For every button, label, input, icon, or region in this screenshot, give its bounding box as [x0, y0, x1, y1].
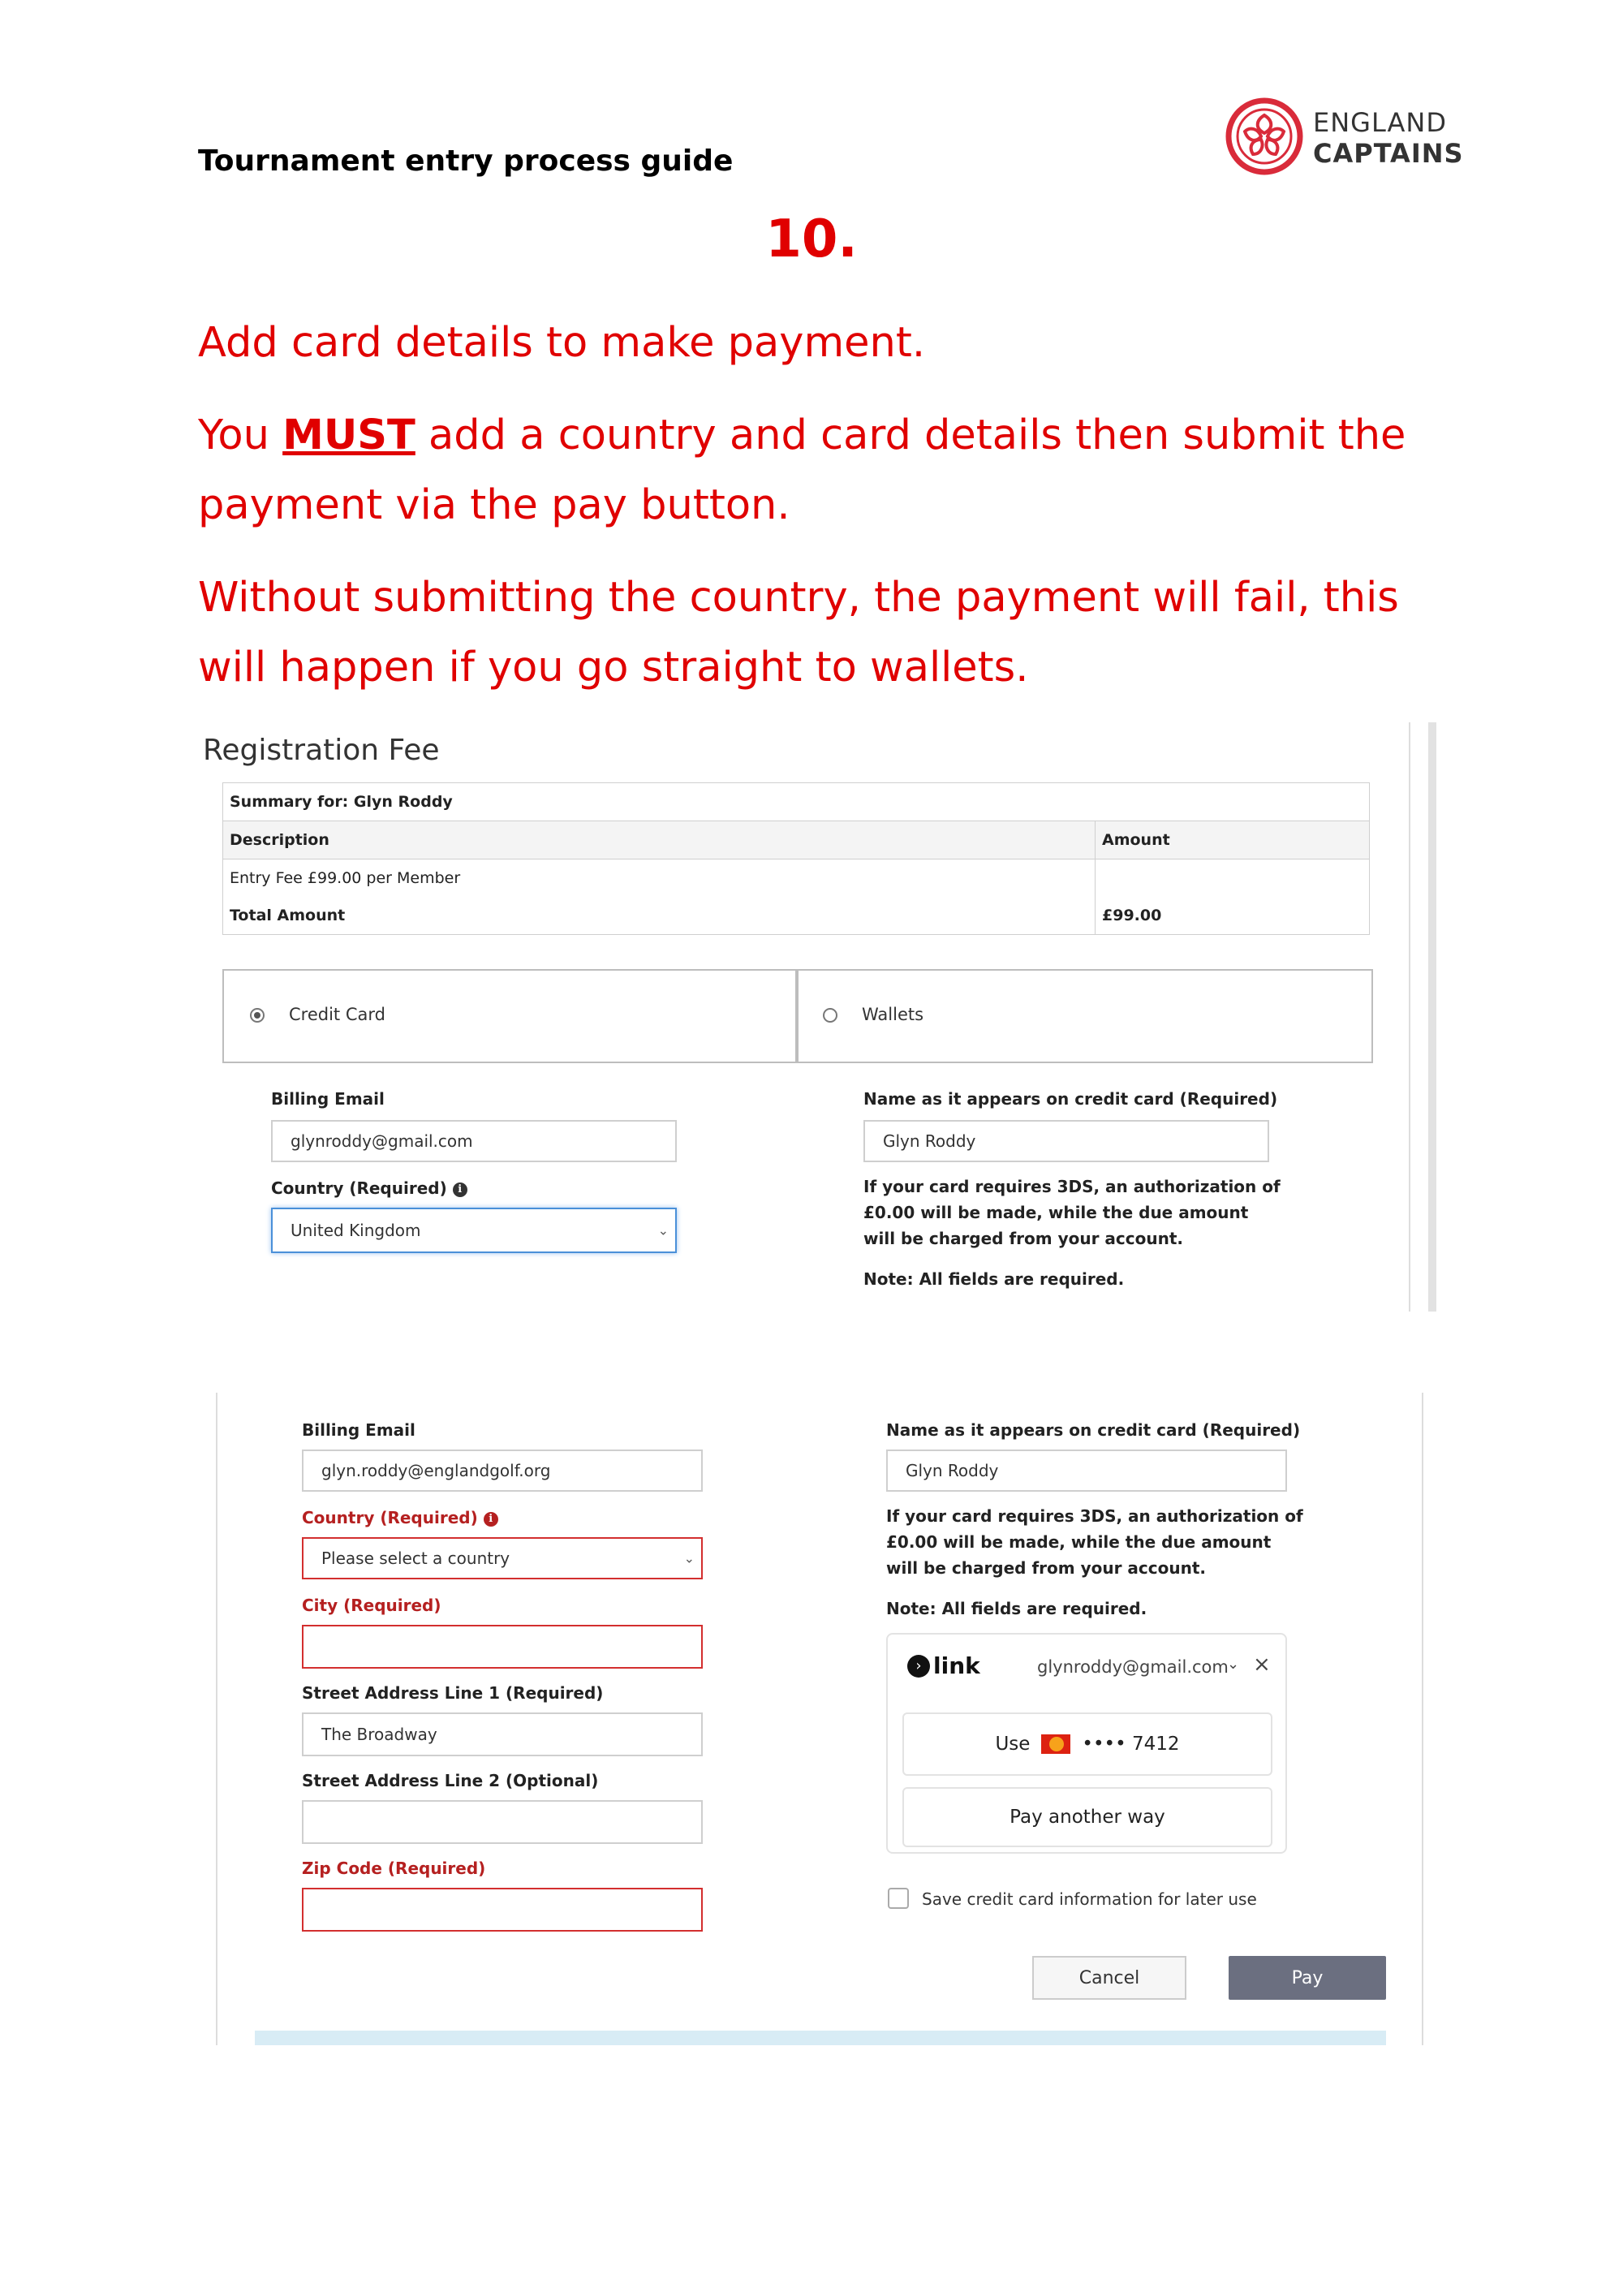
country-select-value: United Kingdom	[291, 1221, 421, 1240]
cardholder-name-input[interactable]: Glyn Roddy	[863, 1120, 1269, 1162]
wallets-label: Wallets	[862, 1005, 924, 1024]
billing-email-label: Billing Email	[271, 1089, 385, 1109]
billing-email-input-2[interactable]: glyn.roddy@englandgolf.org	[302, 1450, 703, 1492]
street1-label: Street Address Line 1 (Required)	[302, 1683, 604, 1703]
registration-fee-title: Registration Fee	[203, 734, 440, 767]
close-icon[interactable]: ×	[1253, 1652, 1271, 1677]
street2-input[interactable]	[302, 1800, 703, 1844]
country-label	[271, 1178, 467, 1198]
country-select[interactable]	[271, 1208, 677, 1253]
table-row	[223, 821, 1370, 859]
country-select-2-placeholder: Please select a country	[321, 1549, 510, 1568]
chevron-down-icon: ⌄	[683, 1550, 695, 1566]
card-last4: •••• 7412	[1082, 1734, 1180, 1755]
guide-title: Tournament entry process guide	[198, 144, 734, 178]
screenshot-2-right-border	[1422, 1393, 1423, 2045]
table-row	[223, 897, 1370, 935]
3ds-notice-2: If your card requires 3DS, an authorization of £0.00 will be made, while the due amount will be charged from your account.	[886, 1506, 1303, 1578]
fee-item: Entry Fee £99.00 per Member	[223, 859, 1096, 898]
required-note: Note: All fields are required.	[863, 1269, 1125, 1289]
column-description: Description	[223, 821, 1096, 859]
instruction-2-post: add a country and card details then submit the payment via the pay button.	[198, 411, 1406, 529]
save-card-label: Save credit card information for later use	[922, 1889, 1257, 1909]
fee-item-amount	[1096, 859, 1370, 898]
info-icon[interactable]: i	[453, 1182, 467, 1197]
instruction-line-3: Without submitting the country, the payment will fail, this will happen if you go straight to wallets.	[198, 574, 1399, 691]
screenshot-1-divider	[1409, 722, 1410, 1312]
info-icon[interactable]: i	[484, 1512, 498, 1527]
use-label: Use	[995, 1734, 1031, 1755]
country-label-text: Country (Required)	[271, 1178, 447, 1198]
required-note-2: Note: All fields are required.	[886, 1599, 1147, 1618]
cardholder-name-input-2[interactable]: Glyn Roddy	[886, 1450, 1287, 1492]
credit-card-radio[interactable]	[250, 1008, 265, 1023]
link-arrow-icon: ›	[907, 1655, 930, 1678]
instruction-2-pre: You	[198, 411, 283, 459]
street1-input[interactable]: The Broadway	[302, 1712, 703, 1756]
zip-label: Zip Code (Required)	[302, 1859, 486, 1878]
link-logo	[907, 1652, 980, 1679]
link-brand-text: link	[933, 1652, 980, 1679]
fee-summary-table	[222, 782, 1370, 935]
column-amount: Amount	[1096, 821, 1370, 859]
pay-another-way-button[interactable]: Pay another way	[902, 1787, 1272, 1847]
mastercard-icon	[1041, 1734, 1070, 1754]
instruction-2-emphasis: MUST	[282, 411, 415, 459]
city-label: City (Required)	[302, 1596, 441, 1615]
zip-input[interactable]	[302, 1888, 703, 1932]
step-number: 10.	[765, 209, 858, 269]
chevron-down-icon: ⌄	[657, 1222, 669, 1238]
screenshot-1-scrollbar[interactable]	[1428, 722, 1436, 1312]
rose-emblem-icon	[1224, 96, 1305, 177]
info-banner-strip	[255, 2031, 1386, 2045]
england-captains-logo	[1224, 96, 1464, 177]
payment-option-credit-card[interactable]	[222, 969, 799, 1063]
street2-label: Street Address Line 2 (Optional)	[302, 1771, 599, 1790]
screenshot-2-left-border	[216, 1393, 217, 2045]
instruction-line-1: Add card details to make payment.	[198, 319, 926, 367]
cancel-button[interactable]: Cancel	[1032, 1956, 1186, 2000]
billing-email-input[interactable]: glynroddy@gmail.com	[271, 1120, 677, 1162]
table-row	[223, 859, 1370, 898]
cardholder-name-label-2: Name as it appears on credit card (Required)	[886, 1420, 1301, 1440]
instruction-line-2	[198, 401, 1464, 541]
table-row	[223, 783, 1370, 821]
city-input[interactable]	[302, 1625, 703, 1669]
pay-button[interactable]: Pay	[1229, 1956, 1386, 2000]
country-select-2[interactable]	[302, 1537, 703, 1579]
country-label-2	[302, 1508, 498, 1527]
3ds-notice: If your card requires 3DS, an authorization of £0.00 will be made, while the due amount will be charged from your account.	[863, 1177, 1281, 1248]
summary-label: Summary for: Glyn Roddy	[223, 783, 1370, 821]
wallets-radio[interactable]	[823, 1008, 837, 1023]
link-wallet-panel	[886, 1633, 1287, 1854]
save-card-checkbox[interactable]	[888, 1888, 909, 1909]
use-saved-card-button[interactable]	[902, 1712, 1272, 1776]
cardholder-name-label: Name as it appears on credit card (Required)	[863, 1089, 1278, 1109]
payment-option-wallets[interactable]	[795, 969, 1373, 1063]
logo-word-captains: CAPTAINS	[1313, 138, 1464, 169]
billing-email-label-2: Billing Email	[302, 1420, 415, 1440]
chevron-down-icon[interactable]: ⌄	[1227, 1656, 1240, 1673]
total-label: Total Amount	[223, 897, 1096, 935]
logo-word-england: ENGLAND	[1313, 107, 1447, 138]
link-account-email[interactable]: glynroddy@gmail.com	[1037, 1657, 1229, 1677]
total-value: £99.00	[1096, 897, 1370, 935]
credit-card-label: Credit Card	[289, 1005, 385, 1024]
country-label-2-text: Country (Required)	[302, 1508, 478, 1527]
